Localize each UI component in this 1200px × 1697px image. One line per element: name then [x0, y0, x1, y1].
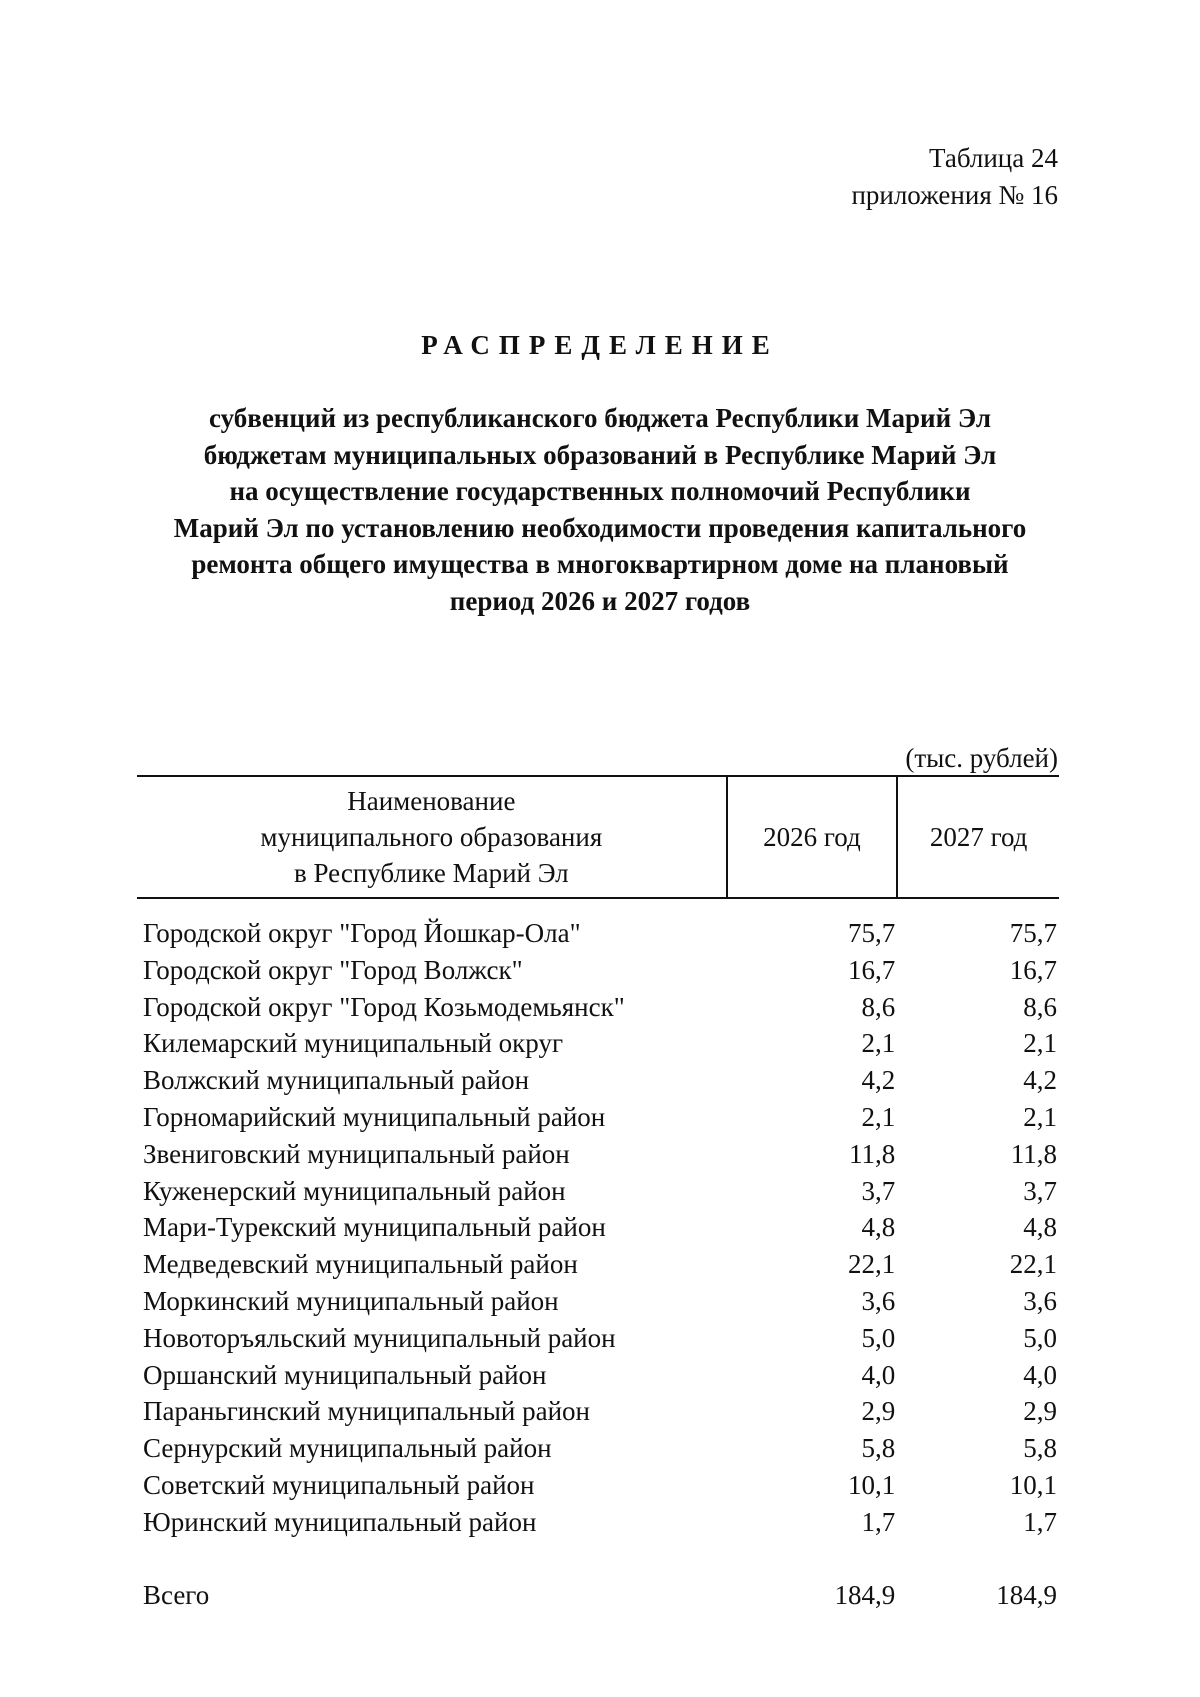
- table-body: [137, 898, 1059, 1613]
- header-name-cell: [137, 776, 727, 898]
- table-row: [137, 1393, 1059, 1430]
- table-row: [137, 989, 1059, 1026]
- municipality-name: Моркинский муниципальный район: [143, 1285, 559, 1316]
- table-header-row: [137, 776, 1059, 898]
- municipality-name: Новоторъяльский муниципальный район: [143, 1322, 616, 1353]
- table-row: [137, 1136, 1059, 1173]
- value-2027: 3,6: [1023, 1285, 1057, 1316]
- value-2026: 11,8: [849, 1138, 896, 1169]
- subtitle-line: период 2026 и 2027 годов: [449, 585, 751, 616]
- value-2026: 4,2: [861, 1065, 896, 1096]
- value-2026: 1,7: [861, 1506, 896, 1537]
- value-2027: 184,9: [996, 1579, 1057, 1610]
- subtitle-line: субвенций из республиканского бюджета Республики Марий Эл: [208, 403, 992, 433]
- value-2027: 2,1: [1023, 1028, 1057, 1059]
- value-2026: 5,8: [861, 1433, 896, 1464]
- subtitle-line: Марий Эл по установлению необходимости проведения капитального: [173, 512, 1027, 543]
- municipality-name: Городской округ "Город Волжск": [143, 954, 523, 985]
- table-spacer: [137, 898, 1059, 915]
- municipality-name: Куженерский муниципальный район: [143, 1175, 566, 1206]
- value-2026: 2,1: [861, 1101, 896, 1132]
- municipality-name: Оршанский муниципальный район: [143, 1359, 547, 1390]
- table-row: [137, 1025, 1059, 1062]
- value-2027: 11,8: [1010, 1138, 1057, 1169]
- appendix-reference: [851, 140, 1058, 214]
- value-2026: 75,7: [848, 918, 896, 948]
- municipality-name: Мари-Турекский муниципальный район: [143, 1212, 606, 1243]
- value-2026: 10,1: [848, 1469, 896, 1500]
- table-row: [137, 915, 1059, 952]
- value-2027: 22,1: [1009, 1249, 1057, 1280]
- header-2026-cell: 2026 год: [727, 776, 898, 898]
- value-2026: 4,0: [861, 1359, 896, 1390]
- table-row: [137, 1504, 1059, 1541]
- municipality-name: Килемарский муниципальный округ: [143, 1028, 564, 1059]
- value-2027: 4,2: [1023, 1065, 1057, 1096]
- municipality-name: Звениговский муниципальный район: [143, 1138, 570, 1169]
- table-row: [137, 1320, 1059, 1357]
- value-2027: 2,1: [1023, 1101, 1057, 1132]
- value-2027: 5,0: [1023, 1322, 1057, 1353]
- value-2027: 8,6: [1023, 991, 1057, 1022]
- table-row: [137, 1430, 1059, 1467]
- municipality-name: Юринский муниципальный район: [143, 1506, 537, 1537]
- table-row: [137, 1283, 1059, 1320]
- municipality-name: Медведевский муниципальный район: [143, 1249, 578, 1280]
- value-2027: 1,7: [1023, 1506, 1057, 1537]
- value-2027: 3,7: [1023, 1175, 1057, 1206]
- document-title: РАСПРЕДЕЛЕНИЕ: [421, 330, 779, 360]
- header-name-line: Наименование: [347, 786, 516, 816]
- value-2026: 8,6: [861, 991, 896, 1022]
- municipality-name: Горномарийский муниципальный район: [143, 1101, 606, 1132]
- table-row: [137, 1209, 1059, 1246]
- total-row: [137, 1577, 1059, 1614]
- units-label: (тыс. рублей): [905, 743, 1058, 773]
- document-subtitle: [140, 400, 1060, 619]
- value-2027: 2,9: [1023, 1396, 1057, 1427]
- value-2026: 3,6: [861, 1285, 896, 1316]
- municipality-name: Параньгинский муниципальный район: [143, 1396, 590, 1427]
- subtitle-line: на осуществление государственных полномочий Республики: [229, 476, 971, 506]
- municipality-name: Городской округ "Город Йошкар-Ола": [143, 918, 581, 948]
- value-2026: 3,7: [861, 1175, 896, 1206]
- value-2026: 5,0: [861, 1322, 896, 1353]
- value-2026: 2,1: [861, 1028, 896, 1059]
- table-row: [137, 1467, 1059, 1504]
- table-number: Таблица 24: [929, 143, 1058, 173]
- value-2027: 5,8: [1023, 1433, 1057, 1464]
- table-row: [137, 1062, 1059, 1099]
- value-2026: 4,8: [861, 1212, 896, 1243]
- value-2027: 4,0: [1023, 1359, 1057, 1390]
- value-2026: 2,9: [861, 1396, 896, 1427]
- municipality-name: Сернурский муниципальный район: [143, 1433, 552, 1464]
- table-row: [137, 1357, 1059, 1394]
- value-2026: 22,1: [848, 1249, 896, 1280]
- municipality-name: Советский муниципальный район: [143, 1469, 535, 1500]
- total-label: Всего: [143, 1579, 210, 1610]
- value-2026: 16,7: [848, 954, 896, 985]
- header-name-line: муниципального образования: [260, 822, 603, 852]
- value-2027: 10,1: [1009, 1469, 1057, 1500]
- table-row: [137, 952, 1059, 989]
- value-2027: 4,8: [1023, 1212, 1057, 1243]
- municipality-name: Городской округ "Город Козьмодемьянск": [143, 991, 625, 1022]
- appendix-number: приложения № 16: [851, 180, 1058, 210]
- value-2027: 16,7: [1009, 954, 1057, 985]
- subtitle-line: ремонта общего имущества в многоквартирном доме на плановый: [191, 549, 1009, 579]
- header-2027-cell: 2027 год: [897, 776, 1059, 898]
- municipality-name: Волжский муниципальный район: [143, 1065, 530, 1096]
- table-row: [137, 1246, 1059, 1283]
- total-gap: [137, 1541, 1059, 1577]
- subtitle-line: бюджетам муниципальных образований в Республике Марий Эл: [203, 439, 997, 470]
- value-2026: 184,9: [834, 1579, 896, 1610]
- distribution-table: [137, 775, 1059, 1613]
- table-row: [137, 1173, 1059, 1210]
- header-name-line: в Республике Марий Эл: [294, 858, 569, 888]
- value-2027: 75,7: [1009, 918, 1057, 948]
- table-row: [137, 1099, 1059, 1136]
